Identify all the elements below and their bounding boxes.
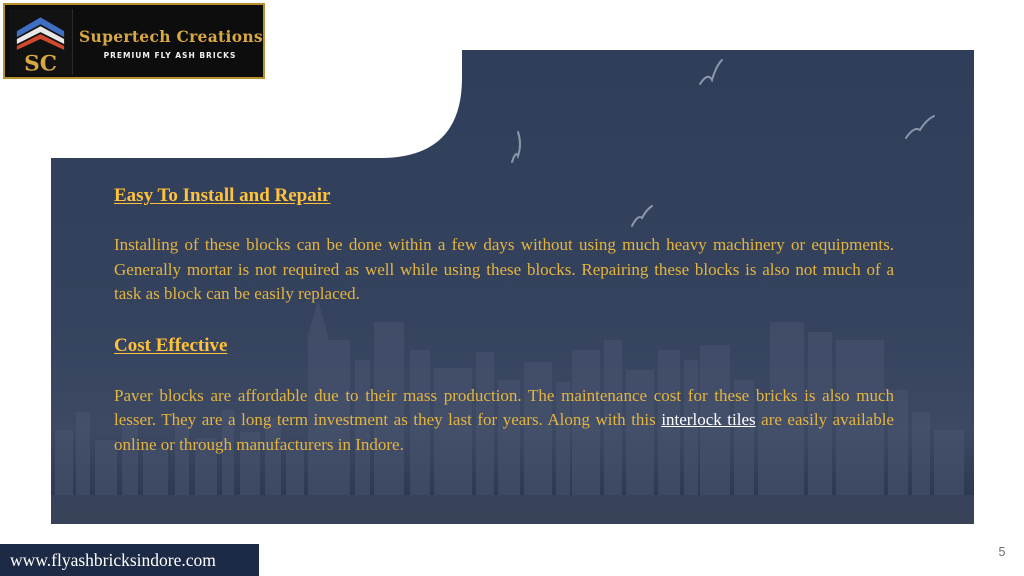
paragraph-cost-text-start: Paver blocks are affordable due to their mass production. The maintenance cost for these bricks is also much lesser. They are a long term investment as they last for years. Along with this [114,385,894,429]
logo-company-name: Supertech Creations [79,27,263,46]
paragraph-cost-effective [114,384,894,458]
website-url-label[interactable]: www.flyashbricksindore.com [0,544,259,576]
waterline [51,495,974,524]
logo-emblem-icon [9,9,73,75]
page-number: 5 [998,545,1006,559]
slide-content [114,184,894,457]
interlock-tiles-link[interactable]: interlock tiles [661,410,756,429]
heading-install-repair: Easy To Install and Repair [114,185,331,206]
company-logo [3,3,265,79]
paragraph-cost-text-end: are easily available online or through manufacturers in Indore. [114,410,894,454]
svg-text:SC: SC [24,51,57,75]
logo-tagline: PREMIUM FLY ASH BRICKS [103,51,237,60]
paragraph-install-repair: Installing of these blocks can be done within a few days without using much heavy machinery or equipments. Generally mortar is not required as well while using these blocks. Repairing these blocks is also not much of a task as block can be easily replaced. [114,235,894,303]
heading-cost-effective: Cost Effective [114,334,228,356]
